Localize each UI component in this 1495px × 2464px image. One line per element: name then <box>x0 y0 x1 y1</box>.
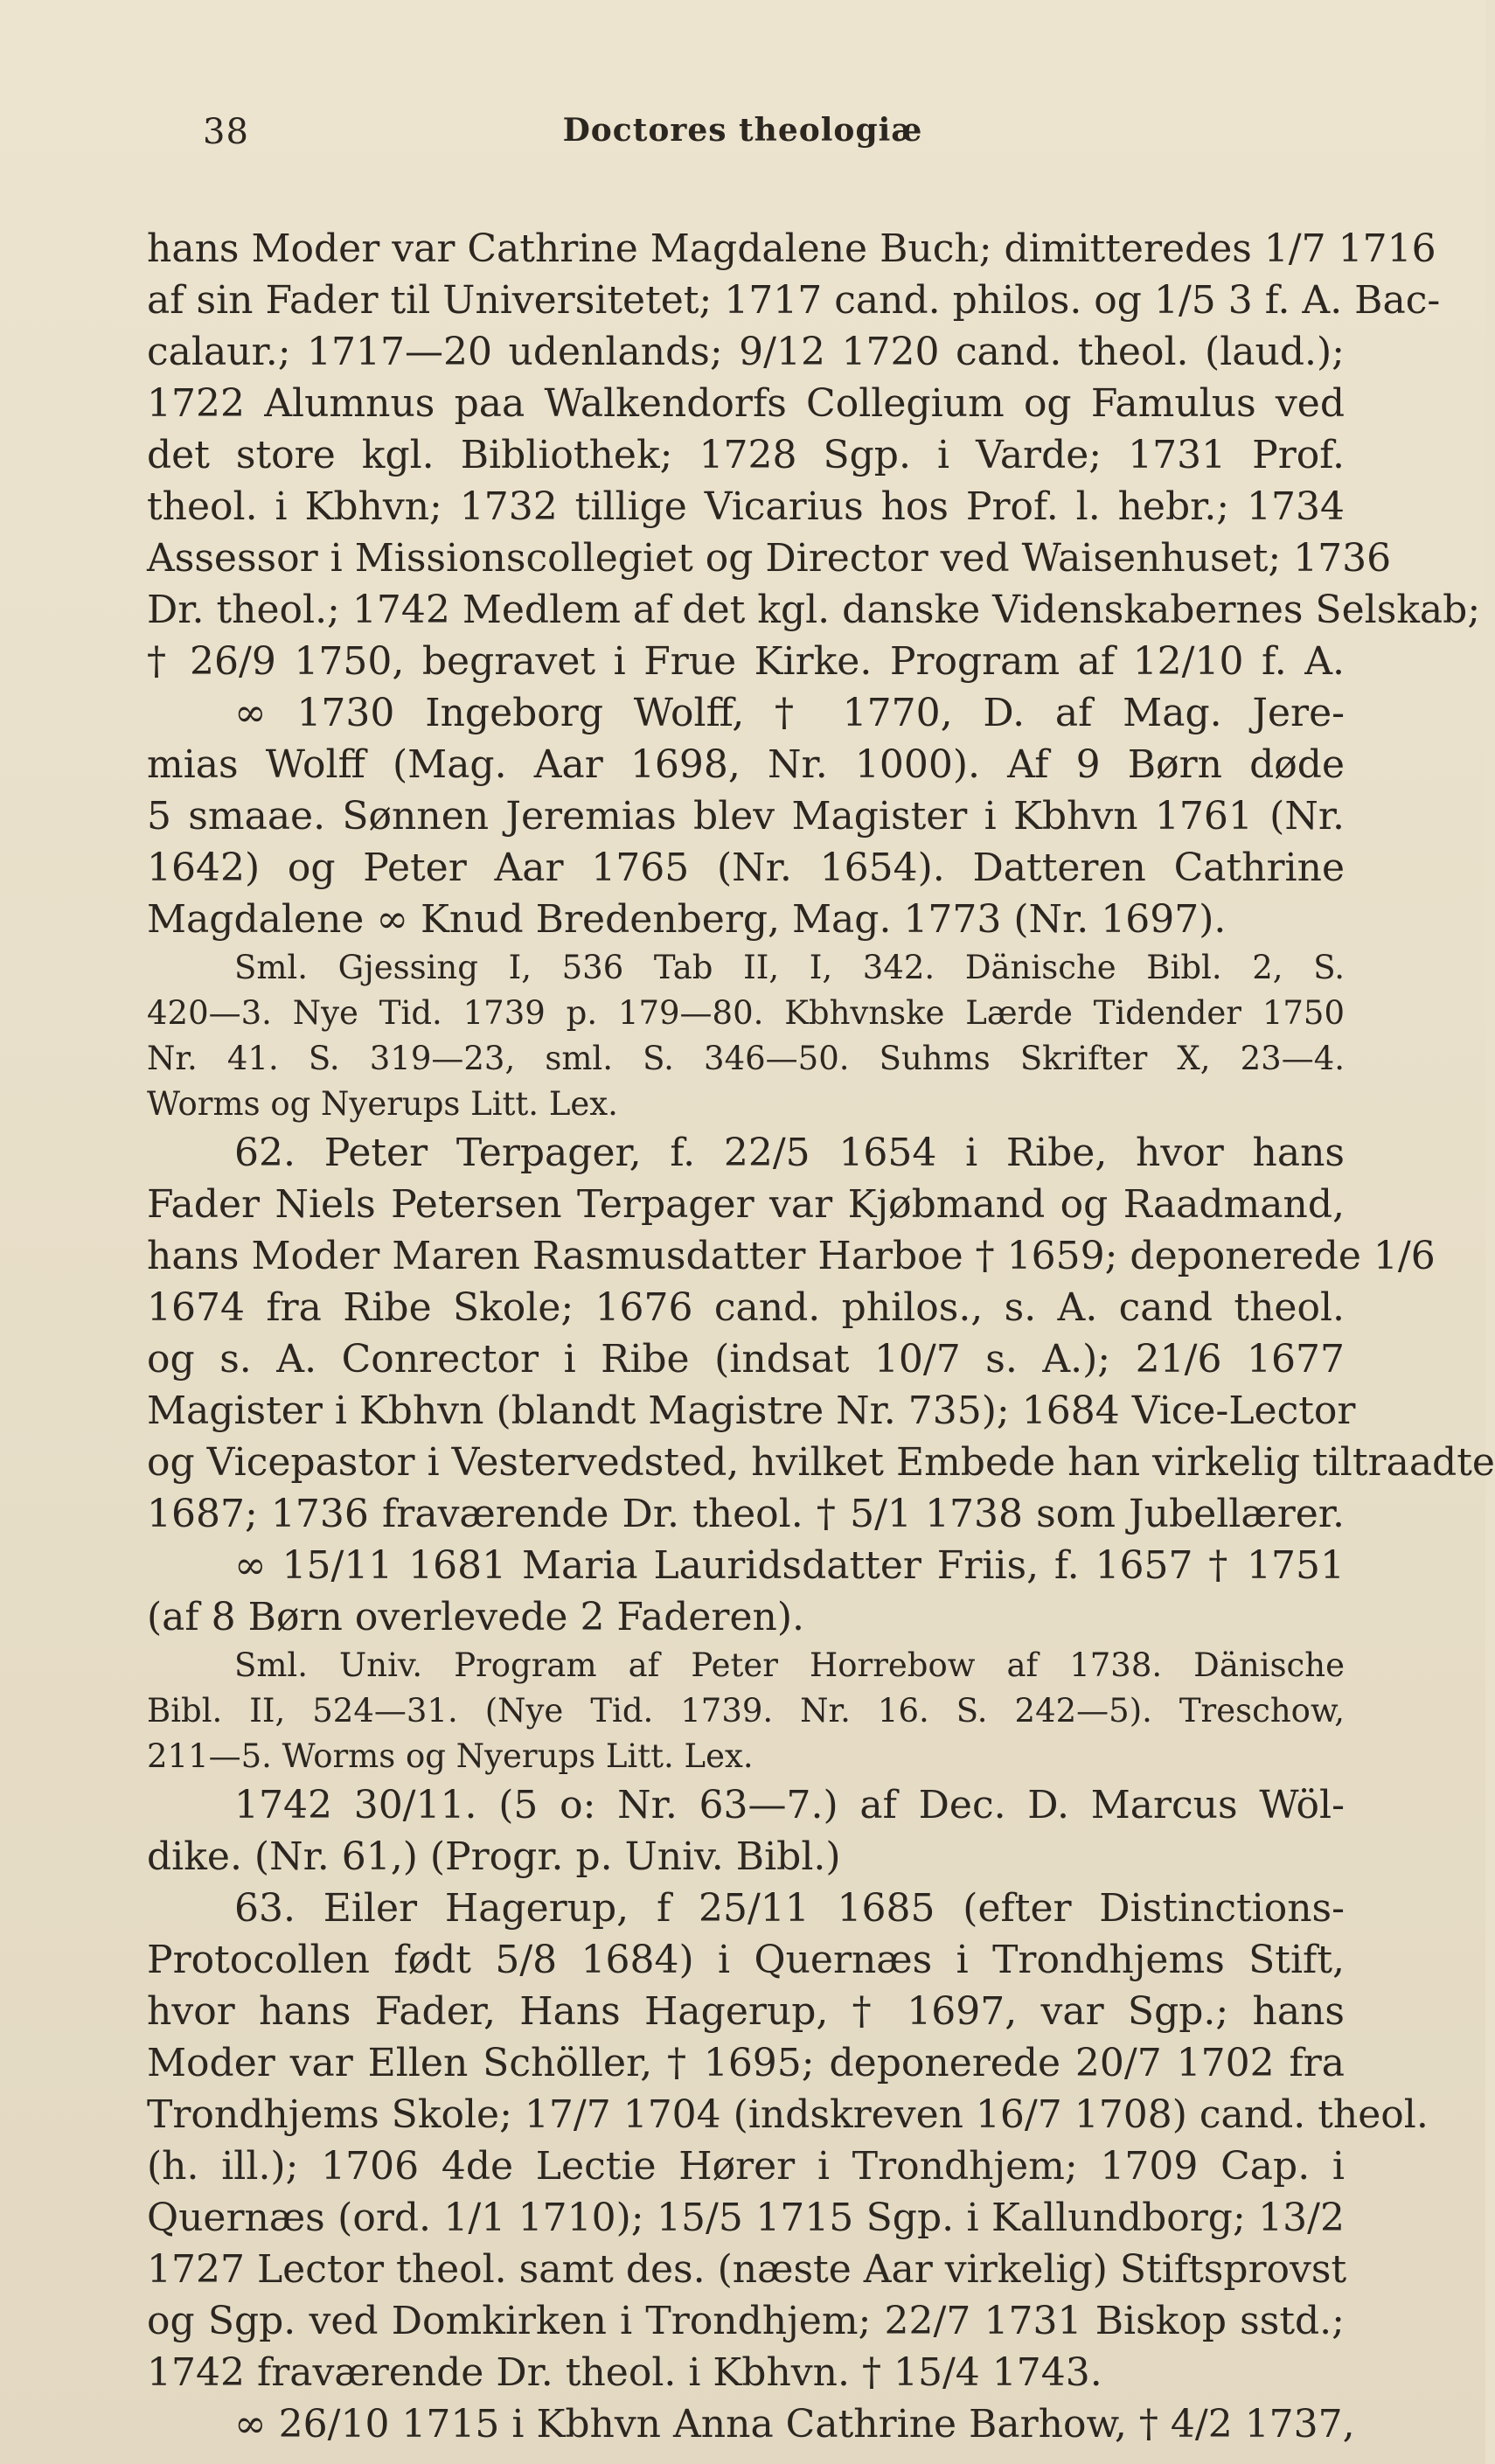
text-line: Trondhjems Skole; 17/7 1704 (indskreven 16/7 1708) cand. theol. <box>147 2092 1429 2137</box>
text-line: hans Moder var Cathrine Magdalene Buch; dimitteredes 1/7 1716 <box>147 226 1436 271</box>
text-line: (af 8 Børn overlevede 2 Faderen). <box>147 1595 804 1639</box>
page-number: 38 <box>203 112 249 152</box>
text-line: og s. A. Conrector i Ribe (indsat 10/7 s. A.); 21/6 1677 <box>147 1337 1345 1382</box>
text-line: hans Moder Maren Rasmusdatter Harboe † 1659; deponerede 1/6 <box>147 1234 1436 1278</box>
promotion-1742-heading: 1742 30/11. (5 o: Nr. 63—7.) af Dec. D. Marcus Wöl- <box>234 1783 1345 1827</box>
text-line: mias Wolff (Mag. Aar 1698, Nr. 1000). Af 9 Børn døde <box>147 742 1345 787</box>
reference-line: 420—3. Nye Tid. 1739 p. 179—80. Kbhvnske Lærde Tidender 1750 <box>147 994 1345 1032</box>
entry-62-heading: 62. Peter Terpager, f. 22/5 1654 i Ribe, hvor hans <box>234 1131 1345 1175</box>
text-line: hvor hans Fader, Hans Hagerup, † 1697, var Sgp.; hans <box>147 1989 1345 2034</box>
text-line: ∞ 1730 Ingeborg Wolff, † 1770, D. af Mag. Jere- <box>234 691 1345 735</box>
body-text <box>147 223 1495 2450</box>
text-line: Assessor i Missionscollegiet og Director ved Waisenhuset; 1736 <box>147 536 1392 581</box>
reference-line: Sml. Univ. Program af Peter Horrebow af 1738. Dänische <box>234 1646 1345 1684</box>
reference-line: Nr. 41. S. 319—23, sml. S. 346—50. Suhms Skrifter X, 23—4. <box>147 1040 1345 1077</box>
text-line: † 26/9 1750, begravet i Frue Kirke. Program af 12/10 f. A. <box>147 639 1345 684</box>
text-line: det store kgl. Bibliothek; 1728 Sgp. i Varde; 1731 Prof. <box>147 433 1345 477</box>
text-line: Fader Niels Petersen Terpager var Kjøbmand og Raadmand, <box>147 1182 1345 1227</box>
text-line: og Sgp. ved Domkirken i Trondhjem; 22/7 1731 Biskop sstd.; <box>147 2299 1345 2343</box>
reference-line: Bibl. II, 524—31. (Nye Tid. 1739. Nr. 16. S. 242—5). Treschow, <box>147 1692 1345 1730</box>
running-head <box>0 112 1485 164</box>
text-line: (h. ill.); 1706 4de Lectie Hører i Trondhjem; 1709 Cap. i <box>147 2144 1345 2189</box>
text-line: 1674 fra Ribe Skole; 1676 cand. philos., s. A. cand theol. <box>147 1285 1345 1330</box>
text-line: og Vicepastor i Vestervedsted, hvilket Embede han virkelig tiltraadte <box>147 1440 1495 1485</box>
text-line: Quernæs (ord. 1/1 1710); 15/5 1715 Sgp. i Kallundborg; 13/2 <box>147 2196 1345 2240</box>
text-line: Magdalene ∞ Knud Bredenberg, Mag. 1773 (Nr. 1697). <box>147 897 1227 942</box>
text-line: 1642) og Peter Aar 1765 (Nr. 1654). Datteren Cathrine <box>147 846 1345 890</box>
text-line: 1742 fraværende Dr. theol. i Kbhvn. † 15/4 1743. <box>147 2350 1102 2395</box>
text-line: theol. i Kbhvn; 1732 tillige Vicarius hos Prof. l. hebr.; 1734 <box>147 484 1345 529</box>
text-line: ∞ 26/10 1715 i Kbhvn Anna Cathrine Barhow, † 4/2 1737, <box>234 2402 1355 2447</box>
running-head-title: Doctores theologiæ <box>562 112 923 149</box>
text-line: dike. (Nr. 61,) (Progr. p. Univ. Bibl.) <box>147 1834 841 1879</box>
text-line: 1687; 1736 fraværende Dr. theol. † 5/1 1738 som Jubellærer. <box>147 1492 1345 1536</box>
entry-63-heading: 63. Eiler Hagerup, f 25/11 1685 (efter Distinctions- <box>234 1886 1345 1931</box>
reference-line: Sml. Gjessing I, 536 Tab II, I, 342. Dänische Bibl. 2, S. <box>234 949 1345 986</box>
text-line: af sin Fader til Universitetet; 1717 cand. philos. og 1/5 3 f. A. Bac- <box>147 278 1441 323</box>
text-line: Protocollen født 5/8 1684) i Quernæs i Trondhjems Stift, <box>147 1938 1345 1982</box>
reference-line: 211—5. Worms og Nyerups Litt. Lex. <box>147 1737 754 1775</box>
text-line: 5 smaae. Sønnen Jeremias blev Magister i Kbhvn 1761 (Nr. <box>147 794 1345 839</box>
text-line: 1727 Lector theol. samt des. (næste Aar virkelig) Stiftsprovst <box>147 2247 1347 2292</box>
reference-line: Worms og Nyerups Litt. Lex. <box>147 1085 618 1123</box>
text-line: Moder var Ellen Schöller, † 1695; deponerede 20/7 1702 fra <box>147 2041 1345 2085</box>
text-line: 1722 Alumnus paa Walkendorfs Collegium og Famulus ved <box>147 381 1345 426</box>
text-line: calaur.; 1717—20 udenlands; 9/12 1720 cand. theol. (laud.); <box>147 330 1345 374</box>
text-line: Magister i Kbhvn (blandt Magistre Nr. 735); 1684 Vice-Lector <box>147 1389 1356 1433</box>
text-line: Dr. theol.; 1742 Medlem af det kgl. danske Videnskabernes Selskab; <box>147 588 1481 632</box>
text-line: ∞ 15/11 1681 Maria Lauridsdatter Friis, f. 1657 † 1751 <box>234 1543 1345 1588</box>
